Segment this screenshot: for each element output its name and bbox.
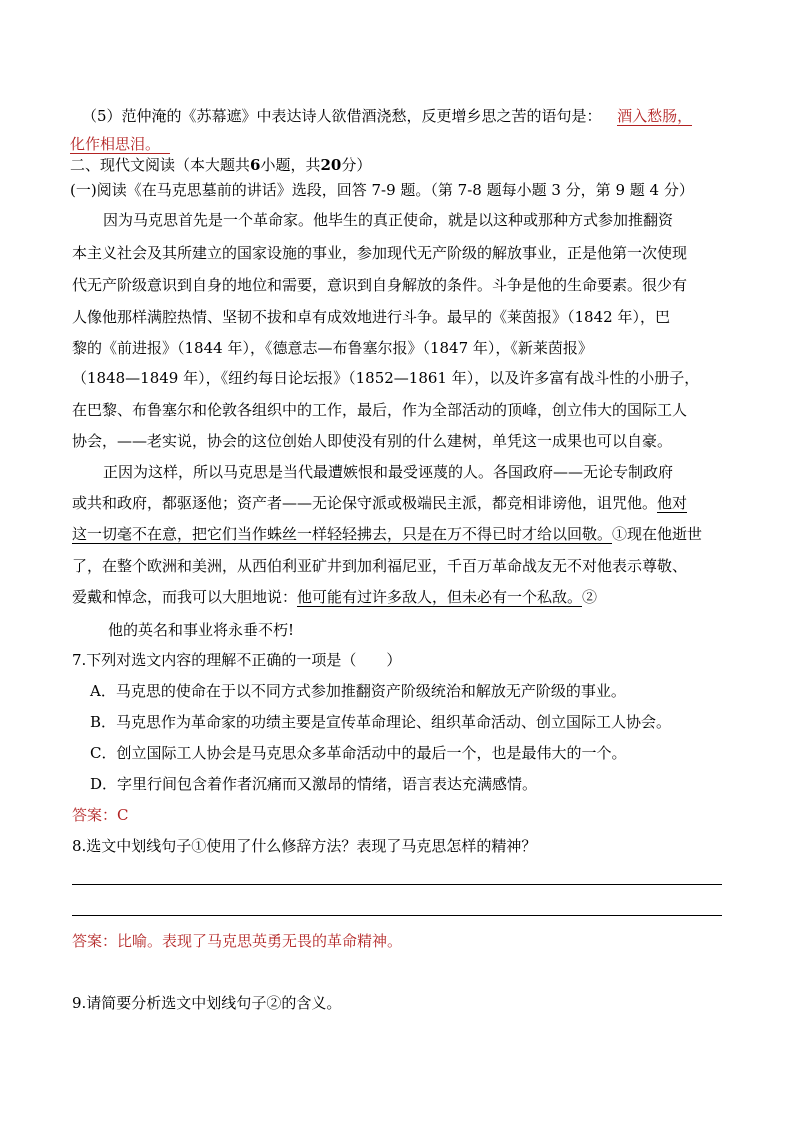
section-heading: 二、现代文阅读（本大题共6小题，共20分）: [70, 156, 372, 174]
q7-option-a: A．马克思的使命在于以不同方式参加推翻资产阶级统治和解放无产阶级的事业。: [90, 682, 626, 700]
passage-line: 因为马克思首先是一个革命家。他毕生的真正使命，就是以这种或那种方式参加推翻资: [103, 211, 674, 229]
passage-line: 在巴黎、布鲁塞尔和伦敦各组织中的工作，最后，作为全部活动的顶峰，创立伟大的国际工人: [72, 401, 688, 419]
q7-option-c: C．创立国际工人协会是马克思众多革命活动中的最后一个，也是最伟大的一个。: [90, 744, 627, 762]
passage-line: 人像他那样满腔热情、坚韧不拔和卓有成效地进行斗争。最早的《莱茵报》（1842 年），巴: [72, 308, 670, 326]
q5-answer-line2: [70, 134, 170, 154]
passage-line: 这一切毫不在意，把它们当作蛛丝一样轻轻拂去，只是在万不得已时才给以回敬。①现在他逝世: [72, 525, 703, 543]
passage-line: 爱戴和悼念，而我可以大胆地说：他可能有过许多敌人，但未必有一个私敌。②: [72, 588, 598, 606]
q5-prefix: （5）范仲淹的《苏幕遮》中表达诗人欲借酒浇愁，反更增乡思之苦的语句是：: [82, 107, 602, 125]
q5-answer-part2: 化作相思泪。: [70, 135, 170, 154]
q7-answer: 答案：C: [72, 806, 129, 824]
passage-line: 黎的《前进报》（1844 年），《德意志—布鲁塞尔报》（1847 年），《新莱茵报》: [72, 339, 593, 357]
passage-line: 代无产阶级意识到自身的地位和需要，意识到自身解放的条件。斗争是他的生命要素。很少有: [72, 276, 688, 294]
passage-line: 本主义社会及其所建立的国家设施的事业，参加现代无产阶级的解放事业，正是他第一次使现: [72, 244, 688, 262]
q7-stem: 7.下列对选文内容的理解不正确的一项是（ ）: [72, 651, 402, 669]
passage-line: 或共和政府，都驱逐他；资产者——无论保守派或极端民主派，都竞相诽谤他，诅咒他。他对: [72, 494, 688, 512]
underlined-sentence-1: 他对: [657, 494, 688, 512]
passage-line: 了，在整个欧洲和美洲，从西伯利亚矿井到加利福尼亚，千百万革命战友无不对他表示尊敬、: [72, 557, 688, 575]
passage-line: 协会，——老实说，协会的这位创始人即使没有别的什么建树，单凭这一成果也可以自豪。: [72, 432, 673, 450]
q8-stem: 8.选文中划线句子①使用了什么修辞方法？表现了马克思怎样的精神？: [72, 837, 537, 855]
q8-answer: 答案：比喻。表现了马克思英勇无畏的革命精神。: [72, 932, 403, 950]
q9-stem: 9.请简要分析选文中划线句子②的含义。: [72, 994, 342, 1012]
passage-line: 他的英名和事业将永垂不朽!: [108, 621, 295, 639]
answer-blank-line: [72, 884, 722, 885]
q5-answer-part1: 酒入愁肠，: [617, 107, 693, 125]
passage-intro: (一)阅读《在马克思墓前的讲话》选段，回答 7-9 题。（第 7-8 题每小题 3 分，第 9 题 4 分）: [70, 181, 694, 199]
passage-line: （1848—1849 年），《纽约每日论坛报》（1852—1861 年），以及许多富有战斗性的小册子，: [72, 369, 700, 387]
passage-line: 正因为这样，所以马克思是当代最遭嫉恨和最受诬蔑的人。各国政府——无论专制政府: [103, 463, 674, 481]
underlined-sentence-1-cont: 这一切毫不在意，把它们当作蛛丝一样轻轻拂去，只是在万不得已时才给以回敬。: [72, 525, 613, 543]
q7-option-b: B．马克思作为革命家的功绩主要是宣传革命理论、组织革命活动、创立国际工人协会。: [90, 713, 672, 731]
underlined-sentence-2: 他可能有过许多敌人，但未必有一个私敌。: [297, 588, 583, 606]
q7-option-d: D．字里行间包含着作者沉痛而又激昂的情绪，语言表达充满感情。: [90, 775, 538, 793]
answer-blank-line: [72, 915, 722, 916]
q5-line: [82, 106, 692, 126]
